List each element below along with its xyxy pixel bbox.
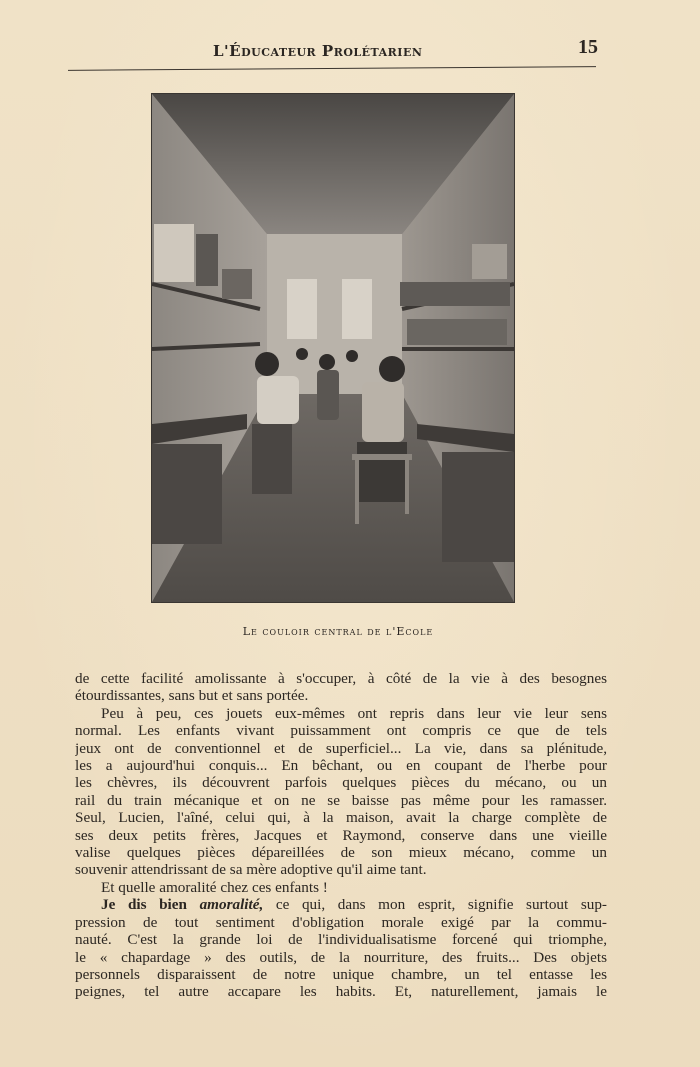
text-line: de cette facilité amolissante à s'occuper, à côté de la vie à des besognes [75, 670, 607, 687]
text-line: ses deux petits frères, Jacques et Raymond, conserve dans une vieille [75, 826, 607, 844]
text-line: les chèvres, ils découvrent parfois quelques pièces du mécano, ou un [75, 774, 607, 792]
text-line: souvenir attendrissant de sa mère adoptive qu'il aime tant. [75, 861, 427, 879]
page-number: 15 [578, 36, 598, 58]
emphasis-amoralite: amoralité, [199, 896, 264, 914]
emphasis-dis-bien: dis bien [115, 896, 200, 914]
text-line: Seul, Lucien, l'aîné, celui qui, à la maison, avait la charge complète de [75, 809, 607, 827]
text-line: étourdissantes, sans but et sans portée. [75, 687, 309, 705]
text-line: valise quelques pièces dépareillées de son mieux mécano, comme un [75, 844, 607, 862]
text-fragment: ce qui, dans mon esprit, signifie surtout sup- [263, 896, 607, 914]
journal-title: L'Éducateur Prolétarien [213, 42, 423, 60]
text-line: rail du train mécanique et on ne se baisse pas même pour les ramasser. [75, 791, 607, 809]
text-line: personnels disparaissent de notre unique chambre, un tel entasse les [75, 965, 607, 983]
text-line: nauté. C'est la grande loi de l'individualisatisme forcené qui triomphe, [75, 931, 607, 949]
text-line: les a aujourd'hui conquis... En bêchant, ou en coupant de l'herbe pour [75, 757, 607, 775]
classroom-photo [152, 94, 514, 602]
header-rule [68, 66, 596, 71]
running-head [68, 36, 598, 72]
text-line: Peu à peu, ces jouets eux-mêmes ont repris dans leur vie leur sens [101, 704, 607, 722]
emphasis-je: Je [101, 896, 116, 914]
text-line: normal. Les enfants vivant puissamment ont compris ce que de tels [75, 722, 607, 740]
text-line: le « chapardage » des outils, de la nourriture, des fruits... Des objets [75, 948, 607, 966]
photo-icon [152, 94, 514, 602]
text-line: Et quelle amoralité chez ces enfants ! [101, 878, 328, 896]
body-text [75, 670, 607, 1001]
text-line: peignes, tel autre accapare les habits. Et, naturellement, jamais le [75, 983, 607, 1001]
text-line-emphasis [75, 896, 607, 913]
text-line: pression de tout sentiment d'obligation morale exigé par la commu- [75, 913, 607, 931]
photo-caption: Le couloir central de l'Ecole [242, 625, 434, 638]
text-line: jeux ont de conventionnel et de superficiel... La vie, dans sa plénitude, [75, 739, 607, 757]
